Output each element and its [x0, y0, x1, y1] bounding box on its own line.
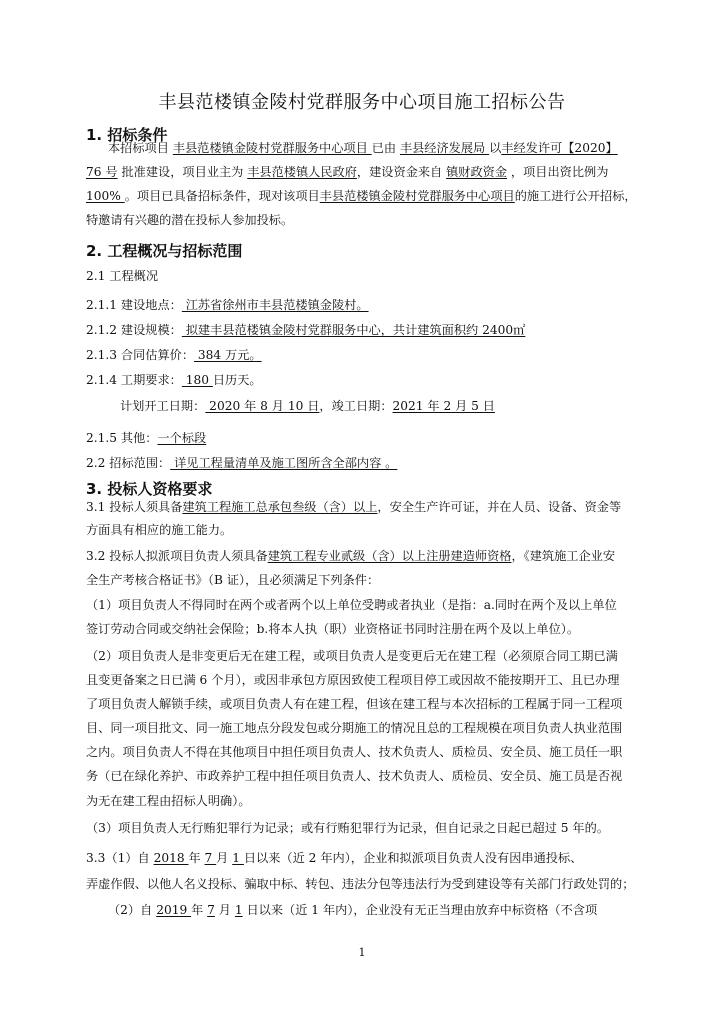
- condition-2-line-3: 了项目负责人解锁手续，或项目负责人有在建工程，但该在建工程与本次招标的工程属于同一工程项: [86, 697, 623, 711]
- section-1-line-3: 100% 。项目已具备招标条件，现对该项目丰县范楼镇金陵村党群服务中心项目的施工进行公开招标，: [86, 189, 637, 203]
- item-2-2: 2.2 招标范围： 详见工程量清单及施工图所含全部内容 。: [86, 456, 398, 470]
- item-2-1-4: 2.1.4 工期要求： 180 日历天。: [86, 373, 262, 387]
- section-1-line-4: 特邀请有兴趣的潜在投标人参加投标。: [86, 213, 294, 227]
- item-3-3-line-1: 3.3（1）自 2018 年 7 月 1 日以来（近 2 年内），企业和拟派项目负责人没有因串通投标、: [86, 851, 583, 865]
- item-3-1-line-1: 3.1 投标人须具备建筑工程施工总承包叁级（含）以上，安全生产许可证，并在人员、设备、资金等: [86, 500, 622, 514]
- item-3-2-line-1: 3.2 投标人拟派项目负责人须具备建筑工程专业贰级（含）以上注册建造师资格，《建筑施工企业安: [86, 549, 616, 563]
- section-1-line-1: 本招标项目 丰县范楼镇金陵村党群服务中心项目 已由 丰县经济发展局 以丰经发许可【2020】: [108, 141, 618, 155]
- condition-2-line-6: 务（已在绿化养护、市政养护工程中担任项目负责人、技术负责人、质检员、安全员、施工员是否视: [86, 769, 623, 783]
- item-2-1-2: 2.1.2 建设规模： 拟建丰县范楼镇金陵村党群服务中心，共计建筑面积约 2400㎡: [86, 323, 526, 337]
- condition-1-line-1: （1）项目负责人不得同时在两个或者两个以上单位受聘或者执业（是指：a.同时在两个及以上单位: [86, 598, 617, 612]
- section-1-line-2: 76 号 批准建设，项目业主为 丰县范楼镇人民政府，建设资金来自 镇财政资金 ，项目出资比例为: [86, 165, 609, 179]
- condition-2-line-2: 且变更备案之日已满 6 个月），或因非承包方原因致使工程项目停工或因故不能按期开工、且已办理: [86, 673, 620, 687]
- condition-2-line-5: 之内。项目负责人不得在其他项目中担任项目负责人、技术负责人、质检员、安全员、施工员任一职: [86, 745, 623, 759]
- item-3-3-line-3: （2）自 2019 年 7 月 1 日以来（近 1 年内），企业没有无正当理由放弃中标资格（不含项: [108, 903, 598, 917]
- condition-1-line-2: 签订劳动合同或交纳社会保险；b.将本人执（职）业资格证书同时注册在两个及以上单位）。: [86, 622, 580, 636]
- schedule-dates: 计划开工日期： 2020 年 8 月 10 日，竣工日期：2021 年 2 月 5 日: [120, 399, 495, 413]
- section-2-heading: 2. 工程概况与招标范围: [86, 242, 243, 260]
- page-number: 1: [358, 946, 366, 959]
- condition-2-line-4: 目、同一项目批文、同一施工地点分段发包或分期施工的情况且总的工程规模在项目负责人执业范围: [86, 721, 623, 735]
- item-3-2-line-2: 全生产考核合格证书》（B 证），且必须满足下列条件：: [86, 573, 380, 587]
- item-2-1-3: 2.1.3 合同估算价： 384 万元。: [86, 348, 262, 362]
- item-3-3-line-2: 弄虚作假、以他人名义投标、骗取中标、转包、违法分包等违法行为受到建设等有关部门行政处罚的；: [86, 877, 635, 891]
- condition-2-line-1: （2）项目负责人是非变更后无在建工程，或项目负责人是变更后无在建工程（必须原合同工期已满: [86, 649, 618, 663]
- section-3-heading: 3. 投标人资格要求: [86, 480, 213, 498]
- item-2-1-5: 2.1.5 其他：一个标段: [86, 431, 207, 445]
- condition-3: （3）项目负责人无行贿犯罪行为记录；或有行贿犯罪行为记录，但自记录之日起已超过 5 年的。: [86, 821, 609, 835]
- section-1-heading: 1. 招标条件: [86, 126, 168, 144]
- document-title: 丰县范楼镇金陵村党群服务中心项目施工招标公告: [158, 92, 566, 113]
- item-2-1: 2.1 工程概况: [86, 269, 159, 283]
- item-3-1-line-2: 方面具有相应的施工能力。: [86, 523, 233, 537]
- condition-2-line-7: 为无在建工程由招标人明确）。: [86, 794, 251, 808]
- item-2-1-1: 2.1.1 建设地点： 江苏省徐州市丰县范楼镇金陵村。: [86, 298, 369, 312]
